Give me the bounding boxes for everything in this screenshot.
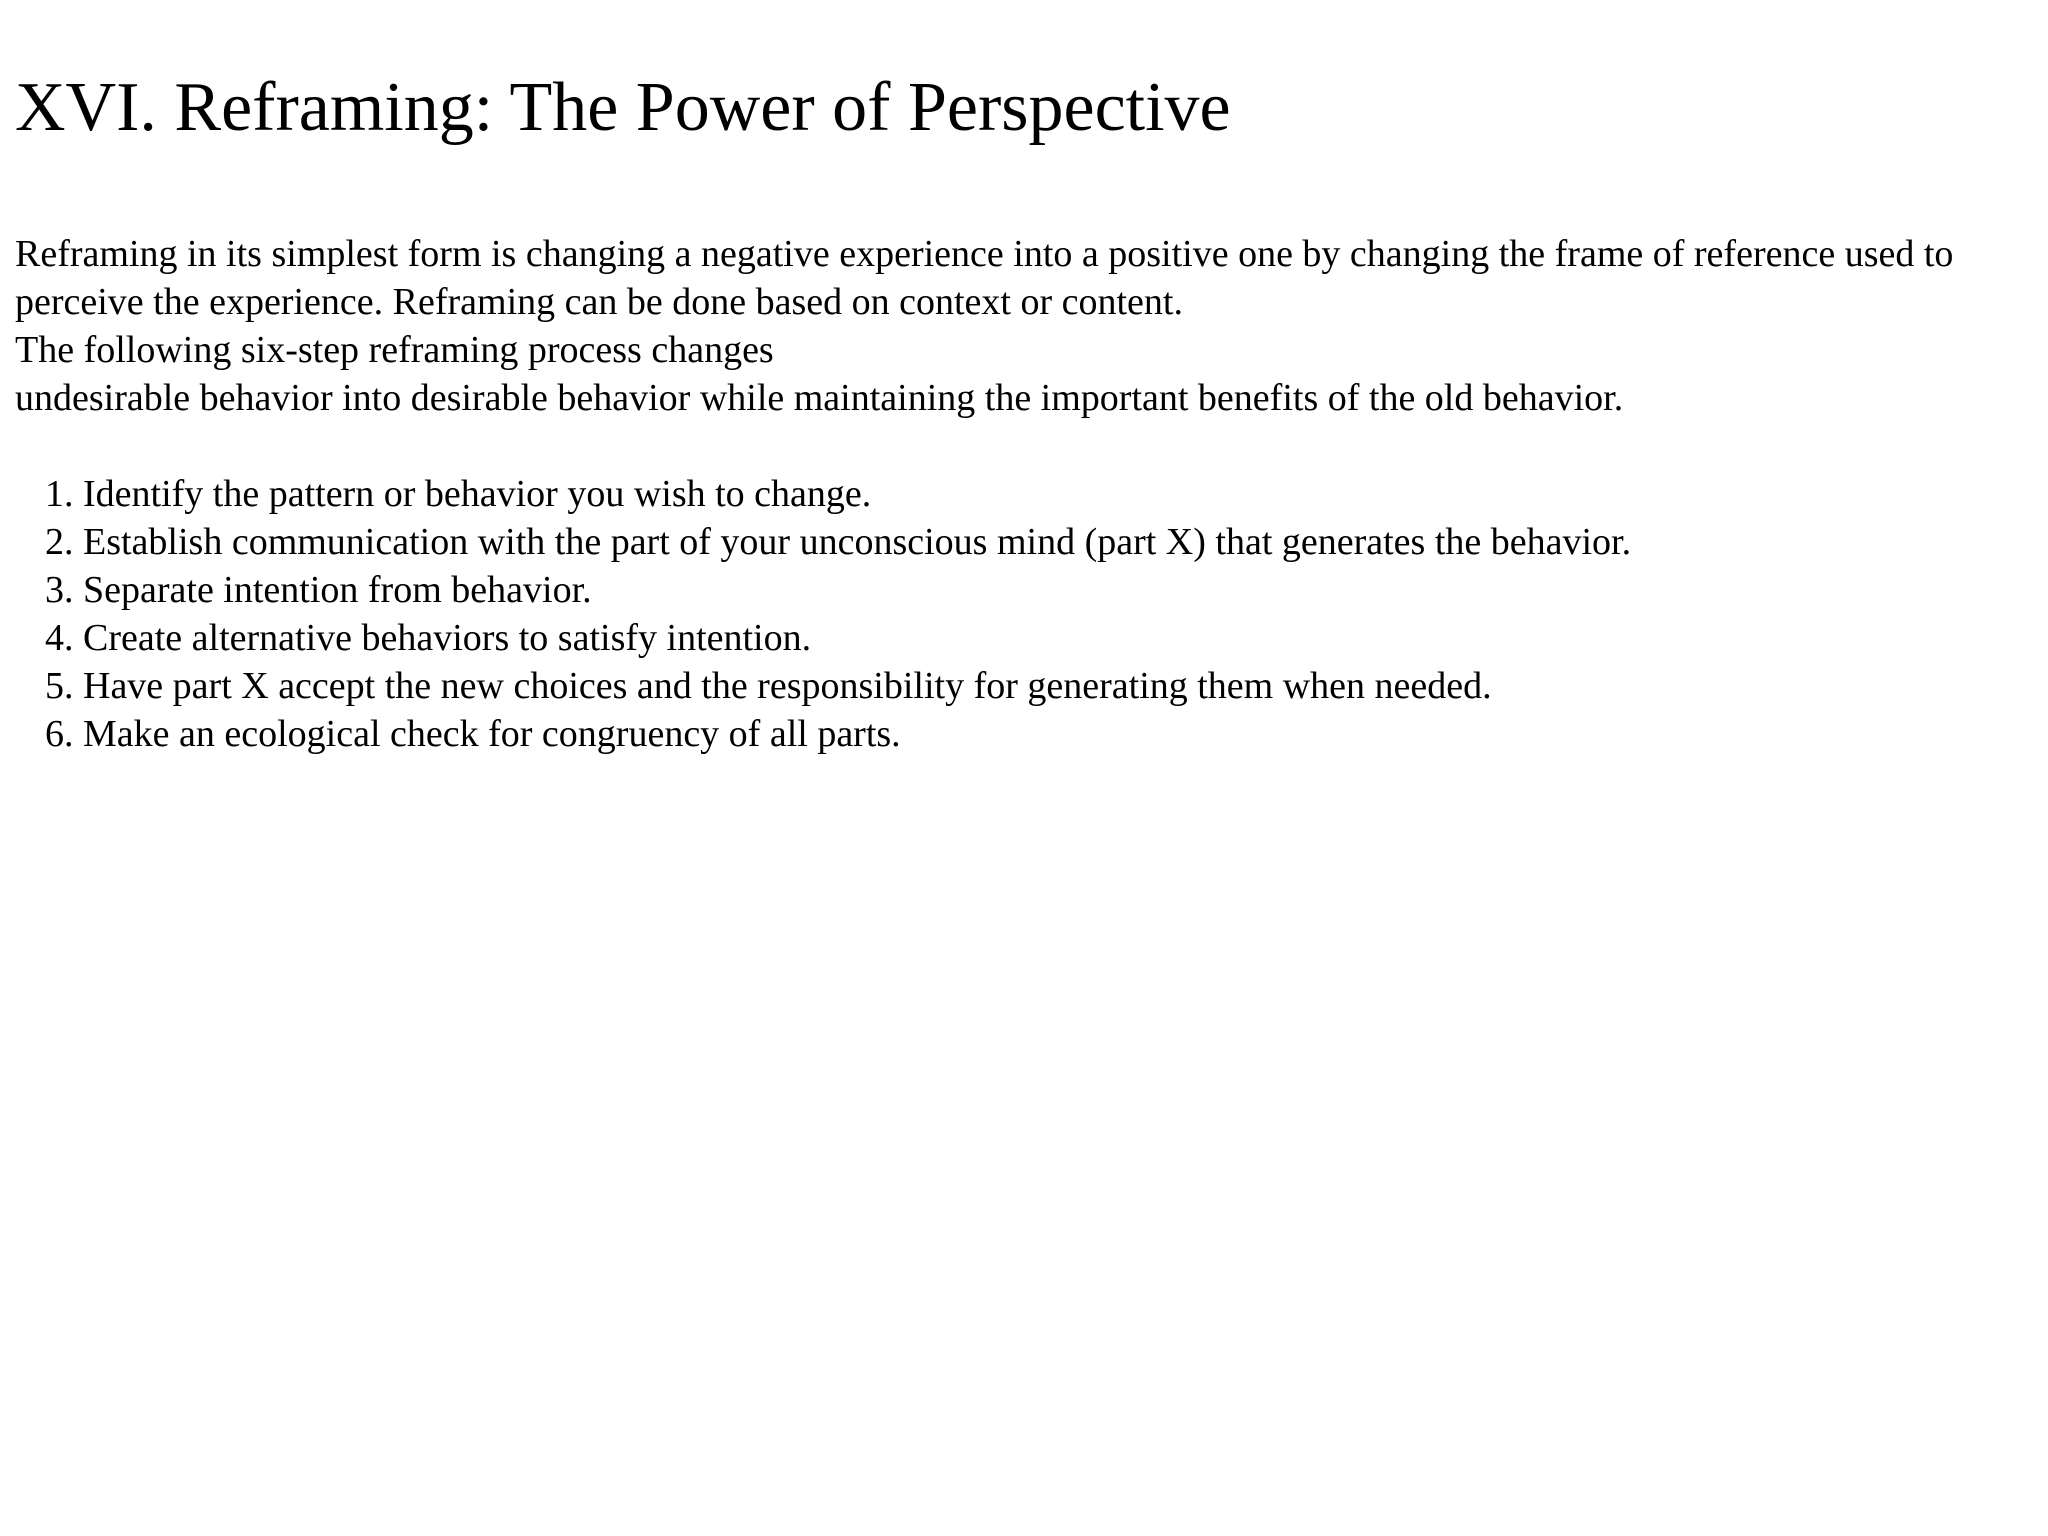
list-item: 1. Identify the pattern or behavior you wish to change. (83, 470, 1631, 518)
list-item: 5. Have part X accept the new choices and the responsibility for generating them when needed. (83, 662, 1631, 710)
list-item: 2. Establish communication with the part of your unconscious mind (part X) that generates the behavior. (83, 518, 1631, 566)
intro-paragraph: Reframing in its simplest form is changing a negative experience into a positive one by changing the frame of reference used to perceive the experience. Reframing can be done based on context or content. (15, 233, 1954, 323)
page-title: XVI. Reframing: The Power of Perspective (15, 69, 1231, 146)
list-item: 3. Separate intention from behavior. (83, 566, 1631, 614)
intro-process-line: The following six-step reframing process changes (15, 329, 774, 371)
list-item: 6. Make an ecological check for congruency of all parts. (83, 710, 1631, 758)
reframing-steps-list (15, 470, 1631, 758)
intro-benefits-line: undesirable behavior into desirable behavior while maintaining the important benefits of the old behavior. (15, 377, 1624, 419)
list-item: 4. Create alternative behaviors to satisfy intention. (83, 614, 1631, 662)
intro-section (15, 230, 2045, 422)
